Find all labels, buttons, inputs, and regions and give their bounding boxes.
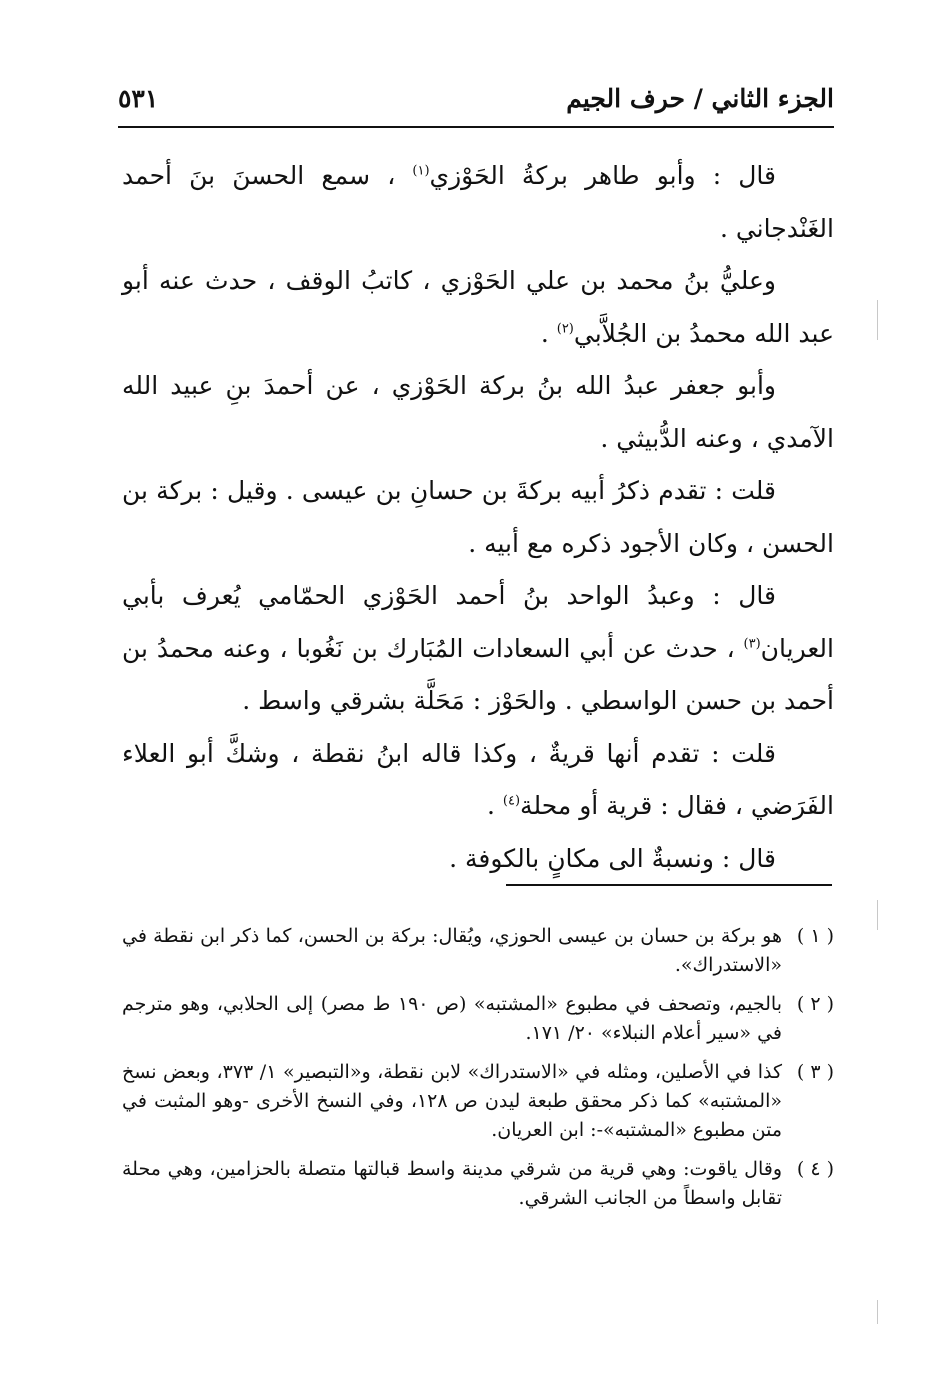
- scan-edge-mark: [877, 1300, 878, 1324]
- footnote-text: كذا في الأصلين، ومثله في «الاستدراك» لابن نقطة، و«التبصير» ١/ ٣٧٣، وبعض نسخ «المشتبه» كما ذكر محقق طبعة ليدن ص ١٢٨، وفي النسخ الأخرى -وهو المثبت في متن مطبوع «المشتبه»-: ابن العريان.: [122, 1061, 782, 1141]
- footnote: [122, 990, 834, 1048]
- paragraph-text: وأبو جعفر عبدُ الله بنُ بركة الحَوْزي ، عن أحمدَ بنِ عبيد الله الآمدي ، وعنه الدُّبيثي .: [122, 371, 834, 453]
- paragraph-text: قلت : تقدم ذكرُ أبيه بركةَ بن حسانِ بن عيسى . وقيل : بركة بن الحسن ، وكان الأجود ذكره مع أبيه .: [122, 476, 834, 558]
- paragraph: [122, 833, 834, 886]
- paragraph-text: ، حدث عن أبي السعادات المُبَارك بن نَغُوبا ، وعنه محمدُ بن أحمد بن حسن الواسطي . والحَوْز : مَحَلَّة بشرقي واسط .: [122, 633, 834, 715]
- paragraph: [122, 150, 834, 255]
- paragraph-text: .: [540, 318, 557, 348]
- footnote-separator: [506, 884, 832, 886]
- footnote-text: هو بركة بن حسان بن عيسى الحوزي، ويُقال: بركة بن الحسن، كما ذكر ابن نقطة في «الاستدراك».: [122, 925, 782, 976]
- footnote-number: ( ٣ ): [796, 1061, 834, 1083]
- running-title: الجزء الثاني / حرف الجيم: [566, 84, 834, 113]
- paragraph: [122, 728, 834, 833]
- header-rule: [118, 126, 834, 128]
- paragraph-text: قلت : تقدم أنها قريةٌ ، وكذا قاله ابنُ نقطة ، وشكَّ أبو العلاء الفَرَضي ، فقال : قرية أو محلة: [122, 738, 834, 820]
- paragraph-text: .: [487, 791, 503, 820]
- footnote-ref: (٢): [556, 321, 574, 337]
- paragraph-text: قال : وعبدُ الواحد بنُ أحمد الحَوْزي الحمّامي يُعرف بأبي العريان: [122, 581, 834, 663]
- footnotes: [122, 922, 834, 1223]
- paragraph-text: قال : وأبو طاهر بركةُ الحَوْزي: [429, 161, 776, 190]
- footnote-number: ( ٤ ): [796, 1158, 834, 1180]
- footnote-number: ( ١ ): [796, 925, 834, 947]
- footnote: [122, 1155, 834, 1213]
- footnote-ref: (٣): [743, 636, 761, 652]
- scan-edge-mark: [877, 900, 878, 930]
- footnote-number: ( ٢ ): [796, 993, 834, 1015]
- footnote: [122, 922, 834, 980]
- paragraph: [122, 255, 834, 360]
- footnote-text: بالجيم، وتصحف في مطبوع «المشتبه» (ص ١٩٠ ط مصر) إلى الحلابي، وهو مترجم في «سير أعلام النبلاء» ٢٠/ ١٧١.: [122, 993, 782, 1044]
- main-text: [122, 150, 834, 885]
- paragraph: [122, 465, 834, 570]
- paragraph-text: قال : ونسبةٌ الى مكانٍ بالكوفة .: [449, 843, 776, 873]
- footnote-ref: (٤): [502, 793, 521, 809]
- footnote-ref: (١): [412, 163, 430, 179]
- paragraph-text: وعليُّ بنُ محمد بن علي الحَوْزي ، كاتبُ الوقف ، حدث عنه أبو عبد الله محمدُ بن الجُلاَّبي: [122, 266, 834, 348]
- footnote-text: وقال ياقوت: وهي قرية من شرقي مدينة واسط قبالتها متصلة بالحزامين، وهي محلة تقابل واسطاً من الجانب الشرقي.: [122, 1158, 782, 1209]
- paragraph-text: ، سمع الحسنَ بنَ أحمد الغَنْدجاني .: [122, 161, 834, 243]
- footnote: [122, 1058, 834, 1145]
- page-number: ٥٣١: [118, 84, 159, 113]
- paragraph: [122, 570, 834, 728]
- running-header: [118, 78, 834, 124]
- scan-edge-mark: [877, 300, 878, 340]
- paragraph: [122, 360, 834, 465]
